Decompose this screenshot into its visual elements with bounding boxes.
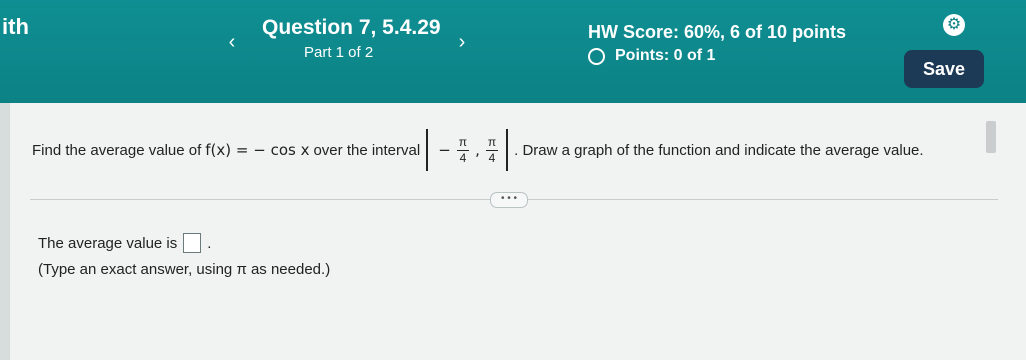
answer-period: .: [207, 234, 212, 252]
points-label: Points: 0 of 1: [615, 47, 716, 64]
hw-score: HW Score: 60%, 6 of 10 points: [588, 22, 847, 42]
question-content: [0, 103, 1026, 360]
answer-prompt: The average value is: [38, 234, 178, 252]
status-circle-icon: [588, 48, 605, 65]
answer-hint: (Type an exact answer, using π as needed.): [38, 261, 331, 278]
answer-row: [38, 233, 211, 253]
part-label: Part 1 of 2: [304, 44, 374, 61]
problem-statement: [32, 129, 924, 171]
interval-left-fraction: [457, 135, 469, 166]
points-row: [588, 47, 715, 65]
problem-prefix: Find the average value of: [32, 141, 202, 159]
expand-more-button[interactable]: • • •: [490, 192, 528, 208]
interval-left-sign: −: [438, 141, 451, 159]
left-denominator: 4: [459, 150, 467, 165]
scrollbar-thumb[interactable]: [986, 121, 996, 153]
interval-bracket: [426, 129, 508, 171]
right-denominator: 4: [488, 150, 496, 165]
save-button[interactable]: Save: [904, 50, 984, 88]
gear-icon[interactable]: ⚙: [943, 14, 965, 36]
question-title: Question 7, 5.4.29: [262, 16, 441, 39]
next-question-button[interactable]: ›: [458, 31, 466, 53]
prev-question-button[interactable]: ‹: [228, 31, 236, 53]
left-numerator: π: [458, 134, 468, 149]
interval-separator: ,: [475, 141, 480, 159]
right-numerator: π: [487, 134, 497, 149]
header-bar: [0, 0, 1026, 103]
interval-label: over the interval: [313, 141, 421, 159]
left-edge-strip: [0, 103, 10, 360]
function-expression: f(x) = − cos x: [205, 141, 310, 159]
interval-right-fraction: [486, 135, 498, 166]
truncated-title: ith: [2, 14, 29, 39]
answer-input[interactable]: [183, 233, 201, 253]
problem-suffix: . Draw a graph of the function and indicate the average value.: [514, 141, 924, 159]
scrollbar[interactable]: [984, 111, 1000, 175]
